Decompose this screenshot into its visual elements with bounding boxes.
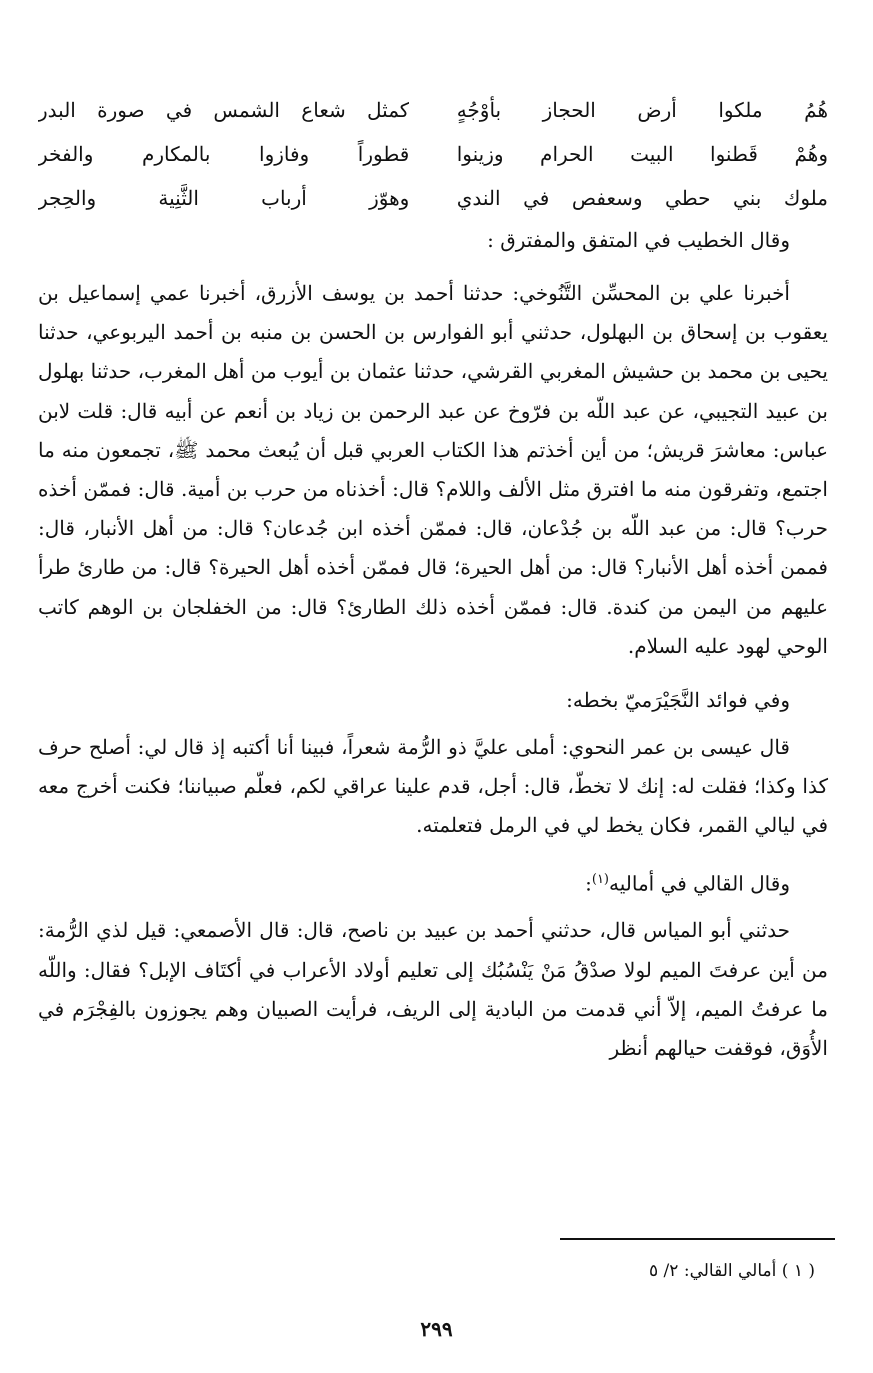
paragraph-khatib-narration: أخبرنا علي بن المحسِّن التَّنُوخي: حدثنا أحمد بن يوسف الأزرق، أخبرنا عمي إسماعيل بن يعقوب بن إسحاق بن البهلول، حدثني أبو الفوارس بن الحسن بن منبه بن أحمد اليربوعي، حدثنا يحيى بن محمد بن حشيش المغربي القرشي، حدثنا عثمان بن أيوب من أهل المغرب، حدثنا بهلول بن عبيد التجيبي، عن عبد اللّه بن فرّوخ عن عبد الرحمن بن زياد بن أنعم عن أبيه قال: قلت لابن عباس: معاشرَ قريش؛ من أين أخذتم هذا الكتاب العربي قبل أن يُبعث محمد ﷺ، تجمعون منه ما اجتمع، وتفرقون منه ما افترق مثل الألف واللام؟ قال: أخذناه من حرب بن أمية. قال: فممّن أخذه حرب؟ قال: من عبد اللّه بن جُدْعان، قال: فممّن أخذه ابن جُدعان؟ قال: من أهل الأنبار، قال: فممن أخذه أهل الأنبار؟ قال: من أهل الحيرة؛ قال فممّن أخذه أهل الحيرة؟ قال: من طارئ طرأ عليهم من اليمن من كندة. قال: فممّن أخذه ذلك الطارئ؟ قال: من الخفلجان بن الوهم كاتب الوحي لهود عليه السلام. (38, 281, 828, 658)
footnote: ( ١ ) أمالي القالي: ٢/ ٥ (649, 1261, 815, 1281)
poem-verse (38, 176, 828, 220)
footnote-divider (560, 1238, 835, 1240)
hemistich-second: وهوّز أرباب الثَّنِية والحِجر (38, 186, 410, 210)
hemistich-first: ملوك بني حطي وسعفص في الندي (456, 186, 828, 210)
heading-qali-text: وقال القالي في أماليه (609, 871, 790, 896)
section-heading-najirami: وفي فوائد النَّجَيْرَميّ بخطه: (566, 688, 790, 713)
hemistich-second: قطوراً وفازوا بالمكارم والفخر (38, 142, 410, 166)
page-number: ٢٩٩ (420, 1317, 453, 1341)
paragraph-qali-narration: حدثني أبو المياس قال، حدثني أحمد بن عبيد بن ناصح، قال: قال الأصمعي: قيل لذي الرُّمة: من أين عرفتَ الميم لولا صدْقُ مَنْ يَنْسُبُك إلى تعليم أولاد الأعراب في أكتَاف الإبل؟ فقال: واللّه ما عرفتُ الميم، إلاّ أني قدمت من البادية إلى الريف، فرأيت الصبيان وهم يجوزون بالفِجْرَم في الأُوَق، فوقفت حيالهم أنظر (38, 918, 828, 1060)
paragraph-isa-ibn-umar: قال عيسى بن عمر النحوي: أملى عليَّ ذو الرُّمة شعراً، فبينا أنا أكتبه إذ قال لي: أصلح حرف كذا وكذا؛ فقلت له: إنك لا تخطّ، قال: أجل، قدم علينا عراقي لكم، فعلّم صبياننا؛ فكنت أخرج معه في ليالي القمر، فكان يخط لي في الرمل فتعلمته. (38, 735, 828, 838)
heading-qali-colon: : (585, 871, 592, 896)
poem-verse (38, 88, 828, 132)
footnote-reference: (١) (591, 871, 609, 887)
hemistich-second: كمثل شعاع الشمس في صورة البدر (38, 98, 410, 122)
section-heading-khatib: وقال الخطيب في المتفق والمفترق : (487, 228, 790, 252)
poem (38, 88, 828, 220)
page-body (38, 88, 828, 1068)
hemistich-first: هُمُ ملكوا أرض الحجاز بأوْجُهٍ (456, 98, 828, 122)
section-heading-qali (38, 860, 828, 904)
poem-verse (38, 132, 828, 176)
hemistich-first: وهُمْ قَطنوا البيت الحرام وزينوا (456, 142, 828, 166)
